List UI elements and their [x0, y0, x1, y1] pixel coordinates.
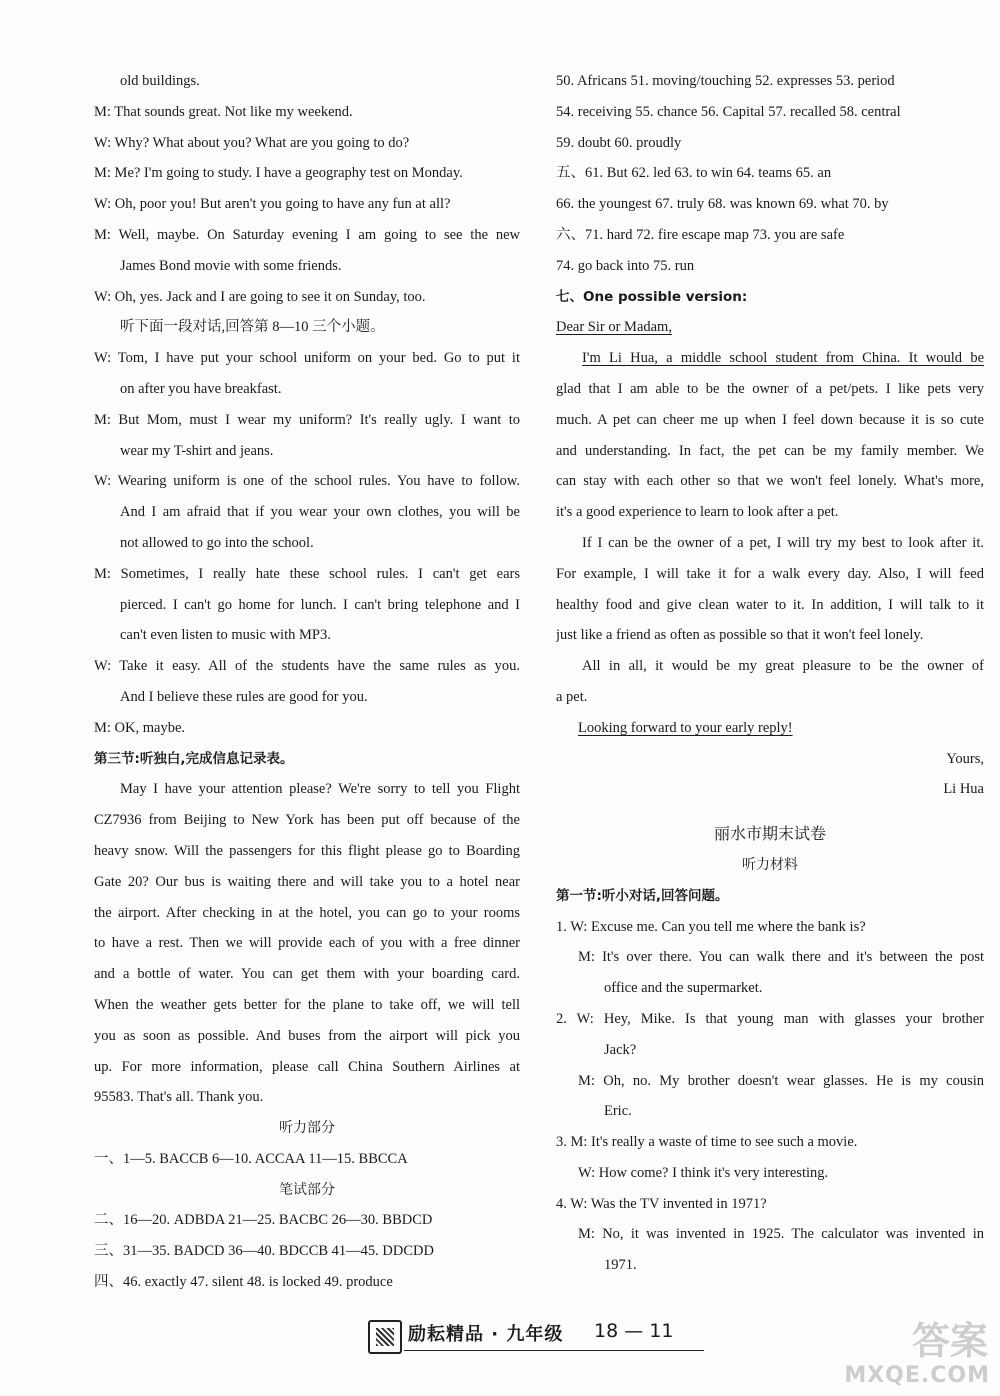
text-line: wear my T-shirt and jeans. — [120, 442, 274, 459]
text-line: and a bottle of water. You can get them with your boarding card. — [94, 966, 520, 983]
watermark — [844, 1310, 992, 1388]
text-line: the airport. After checking in at the hotel, you can go to your rooms — [94, 904, 520, 921]
text-line: glad that I am able to be the owner of a pet/pets. I like pets very — [556, 380, 984, 397]
text-line: W: How come? I think it's very interesting. — [578, 1164, 829, 1181]
text-line: 三、31—35. BADCD 36—40. BDCCB 41—45. DDCDD — [94, 1243, 434, 1260]
text-line: 66. the youngest 67. truly 68. was known 69. what 70. by — [556, 196, 889, 213]
text-line: Looking forward to your early reply! — [578, 719, 793, 736]
section-spacer — [556, 805, 984, 819]
left-column — [94, 66, 520, 1298]
text-line: it's a good experience to learn to look after a pet. — [556, 504, 839, 521]
text-line: 七、One possible version: — [556, 288, 748, 305]
text-line: M: But Mom, must I wear my uniform? It's really ugly. I want to — [94, 411, 520, 428]
footer-rule — [404, 1350, 704, 1351]
text-line: If I can be the owner of a pet, I will try my best to look after it. — [582, 534, 984, 551]
text-line: can't even listen to music with MP3. — [120, 627, 331, 644]
text-line: M: Me? I'm going to study. I have a geography test on Monday. — [94, 165, 463, 182]
page-footer — [368, 1316, 708, 1356]
text-line: M: That sounds great. Not like my weekend. — [94, 103, 353, 120]
text-line: W: Oh, poor you! But aren't you going to have any fun at all? — [94, 196, 451, 213]
text-line: old buildings. — [120, 73, 200, 89]
text-line: 2. W: Hey, Mike. Is that young man with glasses your brother — [556, 1010, 984, 1027]
text-line: heavy snow. Will the passengers for this flight please go to Boarding — [94, 842, 520, 859]
text-line: Gate 20? Our bus is waiting there and will take you to a hotel near — [94, 873, 520, 890]
text-line: 50. Africans 51. moving/touching 52. expresses 53. period — [556, 73, 895, 89]
text-line: 1971. — [604, 1257, 637, 1274]
text-line: W: Wearing uniform is one of the school rules. You have to follow. — [94, 473, 520, 490]
text-line: 四、46. exactly 47. silent 48. is locked 49. produce — [94, 1274, 393, 1291]
text-line: much. A pet can cheer me up when I feel down because it is so cute — [556, 411, 984, 428]
text-line: 74. go back into 75. run — [556, 257, 695, 274]
text-line: up. For more information, please call China Southern Airlines at — [94, 1058, 520, 1075]
text-line: can stay with each other so that we won't feel lonely. What's more, — [556, 473, 984, 490]
text-line: Jack? — [604, 1041, 637, 1058]
text-line: Eric. — [604, 1103, 632, 1120]
text-line: M: Oh, no. My brother doesn't wear glasses. He is my cousin — [578, 1072, 984, 1089]
text-line: 一、1—5. BACCB 6—10. ACCAA 11—15. BBCCA — [94, 1150, 408, 1167]
text-line: 丽水市期末试卷 — [713, 824, 826, 844]
text-line: W: Tom, I have put your school uniform on your bed. Go to put it — [94, 350, 520, 367]
text-line: you as soon as possible. And buses from the airport will pick you — [94, 1027, 520, 1044]
text-line: 4. W: Was the TV invented in 1971? — [556, 1195, 767, 1212]
text-line: Li Hua — [943, 781, 984, 798]
text-line: 二、16—20. ADBDA 21—25. BACBC 26—30. BBDCD — [94, 1212, 433, 1229]
text-line: 54. receiving 55. chance 56. Capital 57. recalled 58. central — [556, 103, 901, 120]
watermark-url: MXQE.COM — [844, 1363, 990, 1388]
text-line: 3. M: It's really a waste of time to see such a movie. — [556, 1134, 858, 1151]
text-line: CZ7936 from Beijing to New York has been put off because of the — [94, 812, 520, 829]
text-line: a pet. — [556, 688, 588, 705]
text-line: W: Why? What about you? What are you going to do? — [94, 134, 410, 151]
text-line: For example, I will take it for a walk every day. Also, I will feed — [556, 565, 984, 582]
text-line: M: OK, maybe. — [94, 719, 186, 736]
text-line: Yours, — [946, 750, 984, 767]
footer-brand: 励耘精品 · 九年级 — [408, 1324, 564, 1345]
text-line: M: It's over there. You can walk there and it's between the post — [578, 949, 984, 966]
text-line: All in all, it would be my great pleasure to be the owner of — [582, 658, 984, 675]
text-line: 听力部分 — [279, 1120, 335, 1137]
text-line: W: Take it easy. All of the students have the same rules as you. — [94, 658, 520, 675]
text-line: M: Well, maybe. On Saturday evening I am going to see the new — [94, 226, 520, 243]
text-line: 五、61. But 62. led 63. to win 64. teams 65. an — [556, 165, 832, 182]
text-line: and understanding. In fact, the pet can be my family member. We — [556, 442, 984, 459]
text-line: May I have your attention please? We're sorry to tell you Flight — [120, 781, 520, 798]
text-line: 59. doubt 60. proudly — [556, 134, 682, 151]
text-line: I'm Li Hua, a middle school student from China. It would be — [582, 350, 984, 367]
text-line: And I believe these rules are good for you. — [120, 688, 368, 705]
text-line: 听下面一段对话,回答第 8—10 三个小题。 — [120, 319, 385, 336]
text-line: 笔试部分 — [279, 1181, 335, 1198]
text-line: 95583. That's all. Thank you. — [94, 1089, 264, 1106]
text-line: 1. W: Excuse me. Can you tell me where the bank is? — [556, 918, 866, 935]
logo-icon — [368, 1320, 402, 1354]
text-line: And I am afraid that if you wear your own clothes, you will be — [120, 504, 520, 521]
text-line: pierced. I can't go home for lunch. I can't bring telephone and I — [120, 596, 520, 613]
text-line: office and the supermarket. — [604, 980, 763, 997]
text-line: W: Oh, yes. Jack and I are going to see it on Sunday, too. — [94, 288, 426, 305]
text-line: M: No, it was invented in 1925. The calculator was invented in — [578, 1226, 984, 1243]
text-line: Dear Sir or Madam, — [556, 319, 672, 336]
text-line: James Bond movie with some friends. — [120, 257, 342, 274]
page-number: 18 — 11 — [594, 1320, 674, 1342]
text-line: M: Sometimes, I really hate these school rules. I can't get ears — [94, 565, 520, 582]
text-line: 六、71. hard 72. fire escape map 73. you are safe — [556, 226, 845, 243]
text-line: 第一节:听小对话,回答问题。 — [556, 887, 729, 904]
text-line: to have a rest. Then we will provide each of you with a free dinner — [94, 935, 520, 952]
text-line: When the weather gets better for the plane to take off, we will tell — [94, 996, 520, 1013]
watermark-logo: 答案 — [911, 1319, 988, 1363]
text-line: healthy food and give clean water to it. In addition, I will talk to it — [556, 596, 984, 613]
text-line: 听力材料 — [742, 856, 798, 873]
right-column — [556, 66, 984, 1281]
text-line: on after you have breakfast. — [120, 380, 282, 397]
text-line: 第三节:听独白,完成信息记录表。 — [94, 750, 294, 767]
text-line: just like a friend as often as possible so that it won't feel lonely. — [556, 627, 924, 644]
text-line: not allowed to go into the school. — [120, 534, 314, 551]
